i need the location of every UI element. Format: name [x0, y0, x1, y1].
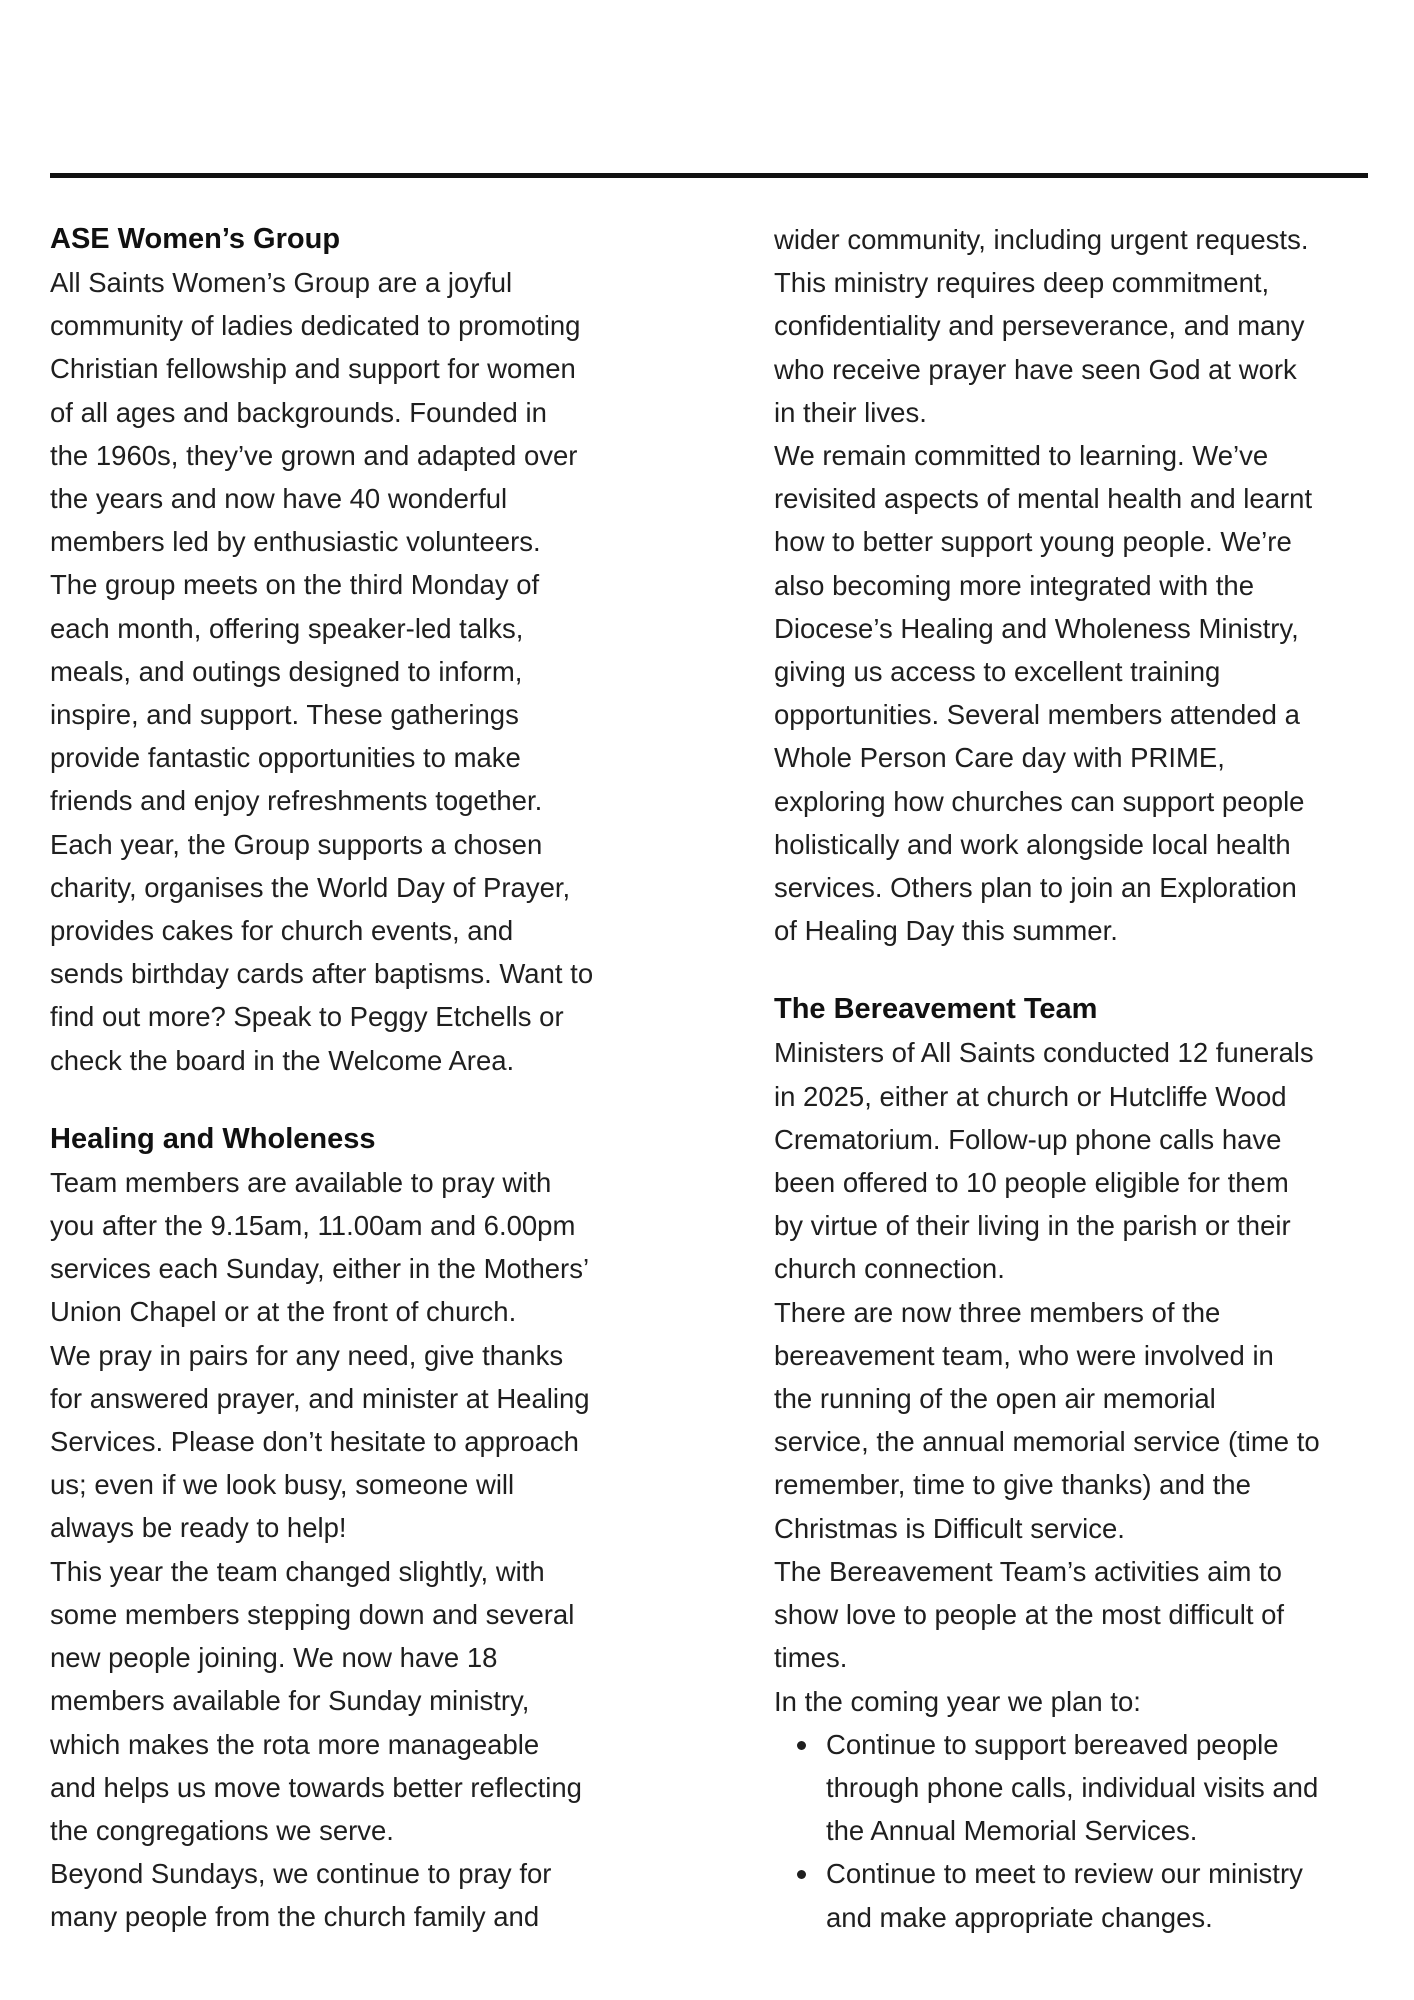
plans-bullet-list: [774, 1723, 1374, 1939]
left-column: [50, 218, 650, 1939]
healing-continued-line: services. Others plan to join an Exploration: [774, 872, 1297, 904]
bereavement-line: church connection.: [774, 1253, 1005, 1285]
healing-line: you after the 9.15am, 11.00am and 6.00pm: [50, 1210, 576, 1242]
bereavement-line: in 2025, either at church or Hutcliffe Wood: [774, 1080, 1287, 1112]
healing-line: Beyond Sundays, we continue to pray for: [50, 1858, 552, 1890]
womens-group-line: meals, and outings designed to inform,: [50, 655, 523, 687]
healing-line: We pray in pairs for any need, give thanks: [50, 1339, 564, 1371]
healing-continued-line: holistically and work alongside local health: [774, 828, 1291, 860]
womens-group-line: of all ages and backgrounds. Founded in: [50, 396, 547, 428]
healing-line: Union Chapel or at the front of church.: [50, 1296, 517, 1328]
bullet-dot-icon: [797, 1741, 806, 1750]
healing-continued-line: This ministry requires deep commitment,: [774, 267, 1270, 299]
womens-group-line: The group meets on the third Monday of: [50, 569, 540, 601]
healing-continued-line: Diocese’s Healing and Wholeness Ministry,: [774, 612, 1299, 644]
bereavement-line: Christmas is Difficult service.: [774, 1512, 1125, 1544]
healing-line: some members stepping down and several: [50, 1598, 575, 1630]
womens-group-line: Each year, the Group supports a chosen: [50, 828, 543, 860]
bereavement-heading: The Bereavement Team: [774, 993, 1098, 1026]
healing-line: us; even if we look busy, someone will: [50, 1469, 515, 1501]
plans-bullet-item: [774, 1723, 1374, 1853]
healing-line: members available for Sunday ministry,: [50, 1685, 530, 1717]
bereavement-line: by virtue of their living in the parish or their: [774, 1210, 1291, 1242]
healing-continued-line: in their lives.: [774, 396, 927, 428]
healing-section: [50, 1118, 650, 1939]
bereavement-line: service, the annual memorial service (time to: [774, 1426, 1320, 1458]
healing-continued-line: exploring how churches can support people: [774, 785, 1305, 817]
plans-bullet-item: [774, 1852, 1374, 1938]
womens-group-line: provide fantastic opportunities to make: [50, 742, 521, 774]
bereavement-line: show love to people at the most difficult of: [774, 1599, 1285, 1631]
bullet-line: and make appropriate changes.: [826, 1901, 1213, 1933]
healing-continued-line: revisited aspects of mental health and learnt: [774, 483, 1313, 515]
healing-continued-line: We remain committed to learning. We’ve: [774, 440, 1269, 472]
healing-continued-line: also becoming more integrated with the: [774, 569, 1254, 601]
healing-heading: Healing and Wholeness: [50, 1122, 376, 1155]
womens-group-line: charity, organises the World Day of Prayer,: [50, 871, 571, 903]
healing-line: for answered prayer, and minister at Healing: [50, 1382, 590, 1414]
healing-line: Services. Please don’t hesitate to approach: [50, 1426, 579, 1458]
healing-continued-line: giving us access to excellent training: [774, 656, 1221, 688]
bereavement-line: been offered to 10 people eligible for them: [774, 1167, 1289, 1199]
healing-line: always be ready to help!: [50, 1512, 347, 1544]
bereavement-line: Crematorium. Follow-up phone calls have: [774, 1123, 1282, 1155]
right-column: [774, 218, 1374, 1939]
womens-group-line: sends birthday cards after baptisms. Want to: [50, 958, 594, 990]
top-rule: [50, 173, 1368, 178]
section-gap: [50, 1082, 650, 1118]
healing-line: This year the team changed slightly, with: [50, 1555, 545, 1587]
healing-line: services each Sunday, either in the Mothers’: [50, 1253, 590, 1285]
womens-group-line: inspire, and support. These gatherings: [50, 699, 519, 731]
bereavement-line: remember, time to give thanks) and the: [774, 1469, 1251, 1501]
bullet-line: Continue to meet to review our ministry: [826, 1858, 1303, 1890]
healing-continued-line: confidentiality and perseverance, and many: [774, 310, 1305, 342]
bereavement-line: There are now three members of the: [774, 1296, 1221, 1328]
healing-continued-line: who receive prayer have seen God at work: [774, 353, 1297, 385]
womens-group-line: the years and now have 40 wonderful: [50, 483, 508, 515]
healing-continued-line: opportunities. Several members attended a: [774, 699, 1300, 731]
womens-group-line: each month, offering speaker-led talks,: [50, 612, 524, 644]
bullet-line: through phone calls, individual visits and: [826, 1771, 1319, 1803]
healing-continued-line: Whole Person Care day with PRIME,: [774, 742, 1225, 774]
bullet-line: the Annual Memorial Services.: [826, 1815, 1198, 1847]
womens-group-line: check the board in the Welcome Area.: [50, 1044, 515, 1076]
womens-group-line: All Saints Women’s Group are a joyful: [50, 267, 513, 298]
womens-group-section: [50, 218, 650, 1082]
healing-continued-line: how to better support young people. We’re: [774, 526, 1292, 558]
healing-continued-section: [774, 218, 1374, 952]
womens-group-line: friends and enjoy refreshments together.: [50, 785, 543, 817]
bereavement-line: Ministers of All Saints conducted 12 funerals: [774, 1037, 1314, 1069]
healing-line: and helps us move towards better reflecting: [50, 1771, 582, 1803]
womens-group-line: the 1960s, they’ve grown and adapted over: [50, 439, 578, 471]
bereavement-section: [774, 988, 1374, 1938]
healing-line: which makes the rota more manageable: [50, 1728, 540, 1760]
womens-group-heading: ASE Women’s Group: [50, 223, 341, 255]
bullet-line: Continue to support bereaved people: [826, 1728, 1279, 1760]
bereavement-line: In the coming year we plan to:: [774, 1685, 1141, 1717]
womens-group-line: find out more? Speak to Peggy Etchells or: [50, 1001, 564, 1033]
womens-group-line: community of ladies dedicated to promoting: [50, 310, 581, 342]
healing-continued-line: of Healing Day this summer.: [774, 915, 1118, 947]
section-gap: [774, 952, 1374, 988]
healing-line: the congregations we serve.: [50, 1814, 394, 1846]
healing-line: many people from the church family and: [50, 1901, 540, 1933]
womens-group-line: Christian fellowship and support for women: [50, 353, 576, 385]
bullet-dot-icon: [797, 1870, 806, 1879]
healing-line: Team members are available to pray with: [50, 1166, 552, 1198]
bereavement-line: times.: [774, 1642, 848, 1674]
healing-continued-line: wider community, including urgent requests.: [774, 224, 1309, 255]
womens-group-line: members led by enthusiastic volunteers.: [50, 526, 541, 558]
womens-group-line: provides cakes for church events, and: [50, 915, 514, 947]
healing-line: new people joining. We now have 18: [50, 1642, 498, 1674]
bereavement-line: bereavement team, who were involved in: [774, 1339, 1274, 1371]
bereavement-line: the running of the open air memorial: [774, 1383, 1216, 1415]
bereavement-line: The Bereavement Team’s activities aim to: [774, 1555, 1282, 1587]
